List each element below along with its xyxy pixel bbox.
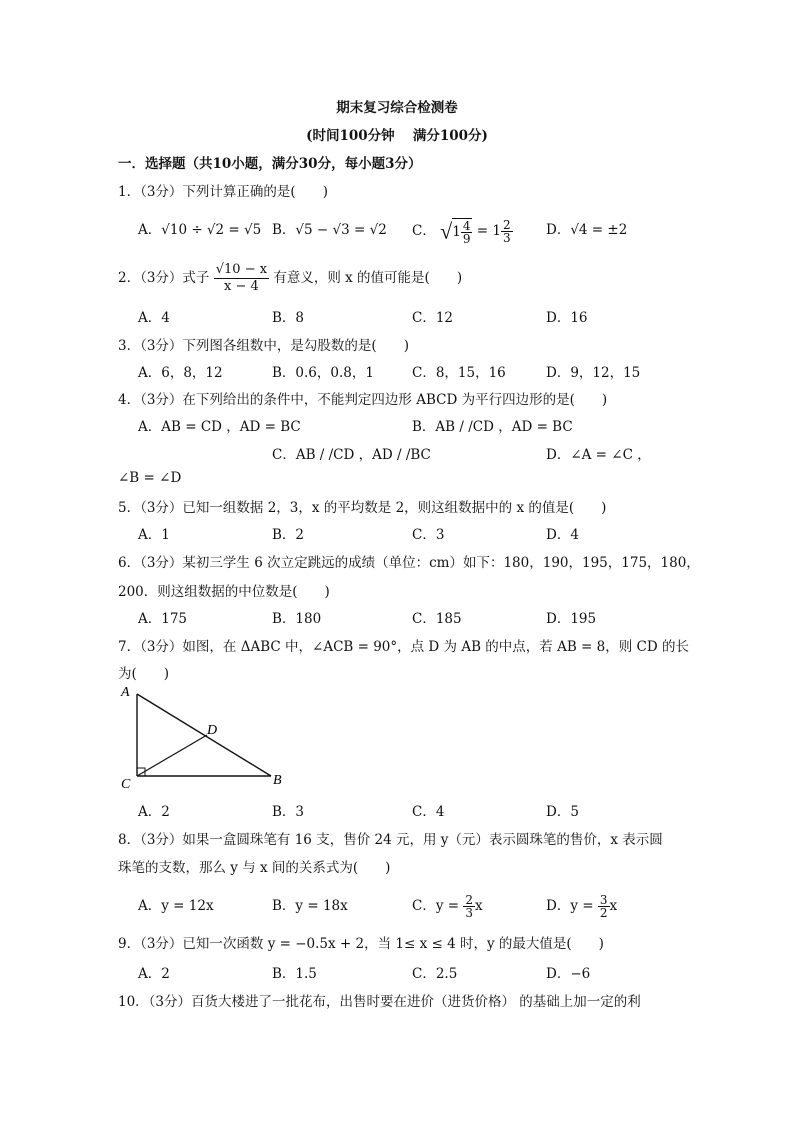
- q7-option-a: A．2: [138, 804, 170, 820]
- question-3-stem: 3．（3分）下列图各组数中，是勾股数的是( ): [118, 338, 409, 354]
- q8-option-c-den: 3: [465, 906, 473, 920]
- q1-option-c-label: C．: [412, 223, 436, 239]
- question-4-stem: 4．（3分）在下列给出的条件中，不能判定四边形 ABCD 为平行四边形的是( ): [118, 392, 608, 408]
- q2-stem-pre: 2．（3分）式子: [118, 270, 210, 286]
- q3-option-d: D．9，12，15: [546, 365, 641, 381]
- q8-option-c-num: 2: [465, 893, 473, 907]
- q3-option-b: B．0.6，0.8，1: [272, 365, 374, 381]
- q1-option-c: C． √1 $\frac{4}{9}$ = 1 $\frac{2}{3}$: [412, 218, 511, 246]
- q2-option-c: C．12: [412, 310, 454, 326]
- q5-option-a: A．1: [138, 527, 170, 543]
- q5-option-b: B．2: [272, 527, 305, 543]
- q8-option-c: [412, 894, 483, 919]
- question-8-stem: 8．（3分）如果一盒圆珠笔有 16 支，售价 24 元，用 y（元）表示圆珠笔的售价，x 表示圆: [118, 832, 663, 848]
- q6-option-b: B．180: [272, 611, 322, 627]
- q4-option-d-cont: ∠B = ∠D: [118, 470, 182, 486]
- q5-option-c: C．3: [412, 527, 445, 543]
- q1-option-c-rnum: 2: [502, 218, 511, 232]
- question-6-stem-cont: 200．则这组数据的中位数是( ): [118, 584, 330, 600]
- q8-option-c-var: x: [475, 898, 483, 914]
- label-b: B: [273, 773, 282, 788]
- page-title: 期末复习综合检测卷: [336, 100, 458, 116]
- q6-option-a: A．175: [138, 611, 188, 627]
- q8-option-b: B．y = 18x: [272, 898, 348, 914]
- q9-option-c: C．2.5: [412, 966, 458, 982]
- q2-stem-post: 有意义，则 x 的值可能是( ): [273, 270, 463, 286]
- label-a: A: [121, 685, 130, 700]
- q8-option-c-label: C．y =: [412, 898, 460, 914]
- question-6-stem: 6．（3分）某初三学生 6 次立定跳远的成绩（单位：cm）如下：180，190，195，175，180，: [118, 555, 700, 571]
- q1-option-c-rhs: = 1: [476, 223, 501, 239]
- median-cd: [137, 735, 207, 776]
- triangle-figure: [115, 680, 295, 790]
- q8-option-a: A．y = 12x: [138, 898, 214, 914]
- q9-option-d: D．−6: [546, 966, 591, 982]
- q6-option-d: D．195: [546, 611, 597, 627]
- q4-option-b: B．AB / /CD ，AD = BC: [412, 419, 573, 435]
- q8-option-d: [546, 894, 617, 919]
- q8-option-d-den: 2: [599, 906, 608, 920]
- q2-stem-den: x − 4: [224, 279, 259, 294]
- q2-option-a: A．4: [138, 310, 170, 326]
- q3-option-c: C．8，15，16: [412, 365, 506, 381]
- q1-option-a: A．√10 ÷ √2 = √5: [138, 222, 262, 238]
- q5-option-d: D．4: [546, 527, 579, 543]
- question-5-stem: 5．（3分）已知一组数据 2，3，x 的平均数是 2，则这组数据中的 x 的值是( ): [118, 500, 607, 516]
- q1-option-c-den: 9: [462, 232, 471, 246]
- q3-option-a: A．6，8，12: [138, 365, 223, 381]
- question-7-stem: 7．（3分）如图，在 ΔABC 中，∠ACB = 90°，点 D 为 AB 的中点，若 AB = 8，则 CD 的长: [118, 639, 689, 655]
- label-c: C: [121, 777, 131, 790]
- q9-option-a: A．2: [138, 966, 170, 982]
- question-9-stem: 9．（3分）已知一次函数 y = −0.5x + 2，当 1≤ x ≤ 4 时，y 的最大值是( ): [118, 936, 604, 952]
- q1-option-b: B．√5 − √3 = √2: [272, 222, 387, 238]
- question-2-stem: [118, 262, 462, 295]
- page-subtitle: (时间100分钟 满分100分): [306, 128, 488, 144]
- question-8-stem-cont: 珠笔的支数，那么 y 与 x 间的关系式为( ): [118, 860, 391, 876]
- question-7-stem-cont: 为( ): [118, 666, 170, 682]
- q1-option-c-whole: 1: [452, 224, 461, 240]
- q6-option-c: C．185: [412, 611, 462, 627]
- q1-option-d: D．√4 = ±2: [546, 222, 628, 238]
- q8-option-d-num: 3: [599, 893, 608, 907]
- q1-option-c-rden: 3: [502, 231, 511, 245]
- q1-option-c-num: 4: [462, 219, 471, 233]
- q8-option-d-var: x: [609, 898, 618, 914]
- q4-option-d: D．∠A = ∠C ，: [546, 447, 651, 463]
- label-d: D: [207, 723, 218, 738]
- q8-option-d-label: D．y =: [546, 898, 594, 914]
- question-1-stem: 1．（3分）下列计算正确的是( ): [118, 184, 328, 200]
- q2-stem-num: √10 − x: [215, 262, 268, 277]
- q7-option-b: B．3: [272, 804, 305, 820]
- q2-option-b: B．8: [272, 310, 305, 326]
- section-heading: 一．选择题（共10小题，满分30分，每小题3分）: [118, 156, 422, 172]
- q7-option-c: C．4: [412, 804, 445, 820]
- question-10-stem: 10．（3分）百货大楼进了一批花布，出售时要在进价（进货价格） 的基础上加一定的利: [118, 994, 641, 1010]
- q7-option-d: D．5: [546, 804, 579, 820]
- q4-option-c: C．AB / /CD ，AD / /BC: [272, 447, 431, 463]
- q9-option-b: B．1.5: [272, 966, 317, 982]
- q2-option-d: D．16: [546, 310, 588, 326]
- q4-option-a: A．AB = CD ，AD = BC: [138, 419, 301, 435]
